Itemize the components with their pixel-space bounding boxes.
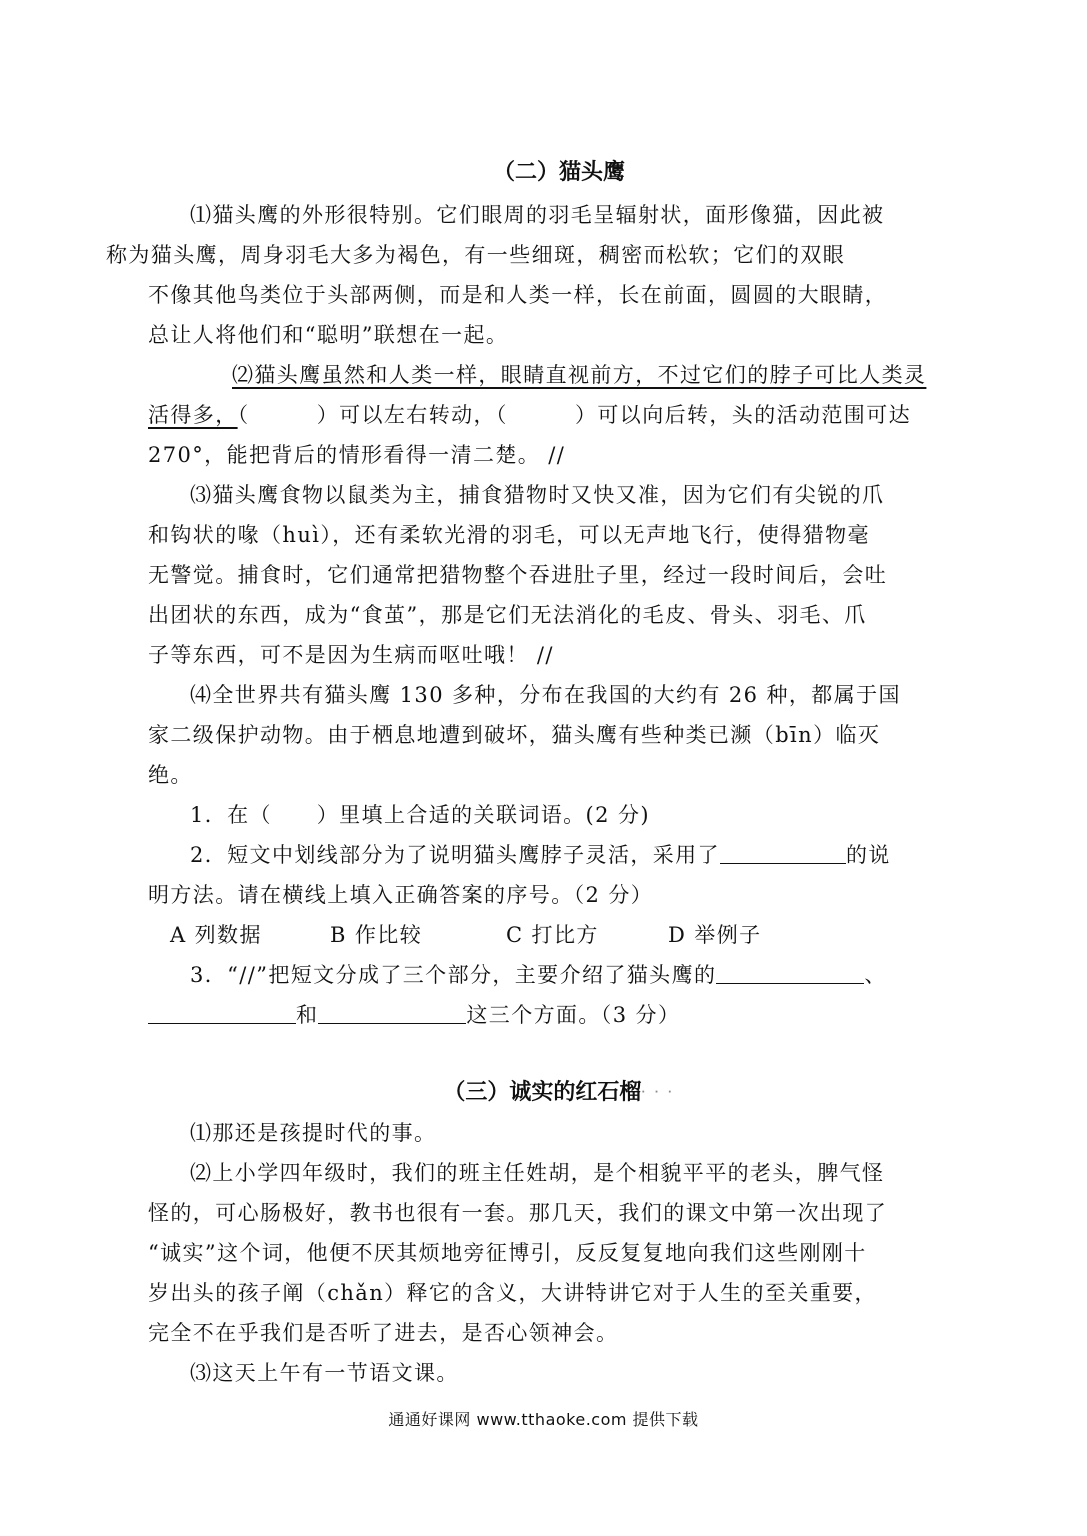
paragraph-line: 绝。 [148, 763, 193, 787]
paragraph-line: 怪的，可心肠极好，教书也很有一套。那几天，我们的课文中第一次出现了 [148, 1201, 888, 1225]
paragraph-line: 无警觉。捕食时，它们通常把猎物整个吞进肚子里，经过一段时间后，会吐 [148, 563, 888, 587]
paragraph-line: 不像其他鸟类位于头部两侧，而是和人类一样，长在前面，圆圆的大眼睛， [148, 283, 888, 307]
paragraph-line: ⑴那还是孩提时代的事。 [190, 1121, 437, 1145]
paragraph-2b [148, 1153, 970, 1353]
question-3-and: 和 [296, 1003, 319, 1027]
question-2-text: 2．短文中划线部分为了说明猫头鹰脖子灵活，采用了 [190, 843, 720, 867]
page-footer: 通通好课网 www.tthaoke.com 提供下载 [388, 1410, 699, 1429]
paragraph-1b [148, 1113, 970, 1153]
question-3-separator: 、 [864, 963, 887, 987]
paragraph-3b [148, 1353, 970, 1393]
question-3-text: 3．“//”把短文分成了三个部分，主要介绍了猫头鹰的 [190, 963, 717, 987]
answer-blank[interactable] [318, 999, 466, 1024]
paragraph-line: ⑶这天上午有一节语文课。 [190, 1361, 459, 1385]
paragraph-line: “诚实”这个词，他便不厌其烦地旁征博引，反反复复地向我们这些刚刚十 [148, 1241, 867, 1265]
document-page [106, 155, 970, 1393]
option-a[interactable]: A 列数据 [170, 923, 262, 947]
paragraph-4 [148, 675, 970, 795]
paragraph-2 [148, 355, 970, 475]
paragraph-line: 子等东西，可不是因为生病而呕吐哦！ // [148, 643, 554, 667]
paragraph-line: 总让人将他们和“聪明”联想在一起。 [148, 323, 509, 347]
underlined-sentence-end: 活得多， [148, 403, 238, 427]
paragraph-line: 岁出头的孩子阐（chǎn）释它的含义，大讲特讲它对于人生的至关重要， [148, 1281, 877, 1305]
answer-options [148, 915, 970, 955]
underlined-sentence: ⑵猫头鹰虽然和人类一样，眼睛直视前方，不过它们的脖子可比人类灵 [232, 363, 927, 387]
question-2-text-end: 的说 [845, 843, 891, 867]
option-b[interactable]: B 作比较 [330, 923, 423, 947]
paragraph-line: ⑶猫头鹰食物以鼠类为主，捕食猎物时又快又准，因为它们有尖锐的爪 [190, 483, 885, 507]
question-3 [148, 955, 970, 1035]
paragraph-1 [106, 195, 970, 355]
fill-in-blanks-line: （ ）可以左右转动，（ ）可以向后转，头的活动范围可达 [237, 403, 912, 427]
answer-blank[interactable] [716, 959, 864, 984]
paragraph-3 [148, 475, 970, 675]
question-2 [148, 835, 970, 915]
question-2-text-line: 明方法。请在横线上填入正确答案的序号。（2 分） [148, 883, 654, 907]
paragraph-line: 家二级保护动物。由于栖息地遭到破坏，猫头鹰有些种类已濒（bīn）临灭 [148, 723, 881, 747]
paragraph-line: 完全不在乎我们是否听了进去，是否心领神会。 [148, 1321, 619, 1345]
paragraph-line: ⑴猫头鹰的外形很特别。它们眼周的羽毛呈辐射状，面形像猫，因此被 [190, 203, 885, 227]
paragraph-line: 称为猫头鹰，周身羽毛大多为褐色，有一些细斑，稠密而松软；它们的双眼 [106, 243, 846, 267]
answer-blank[interactable] [148, 999, 296, 1024]
option-d[interactable]: D 举例子 [668, 923, 762, 947]
paragraph-line: 和钩状的喙（huì），还有柔软光滑的羽毛，可以无声地飞行，使得猎物毫 [148, 523, 870, 547]
paragraph-line: 270°，能把背后的情形看得一清二楚。 // [148, 443, 566, 467]
paragraph-line: ⑵上小学四年级时，我们的班主任姓胡，是个相貌平平的老头，脾气怪 [190, 1161, 885, 1185]
answer-blank[interactable] [720, 839, 846, 864]
section-title-owl: （二）猫头鹰 [492, 160, 625, 185]
paragraph-line: 出团状的东西，成为“食茧”，那是它们无法消化的毛皮、骨头、羽毛、爪 [148, 603, 867, 627]
section-title-text: （三）诚实的红石榴 [443, 1080, 642, 1105]
option-c[interactable]: C 打比方 [506, 923, 599, 947]
paragraph-line: ⑷全世界共有猫头鹰 130 多种，分布在我国的大约有 26 种，都属于国 [190, 683, 901, 707]
question-1: 1．在（ ）里填上合适的关联词语。(2 分) [190, 803, 650, 827]
section-title-pomegranate [148, 1075, 970, 1111]
question-3-text-end: 这三个方面。（3 分） [466, 1003, 681, 1027]
title-emphasis-dots: · · · [641, 1087, 675, 1098]
